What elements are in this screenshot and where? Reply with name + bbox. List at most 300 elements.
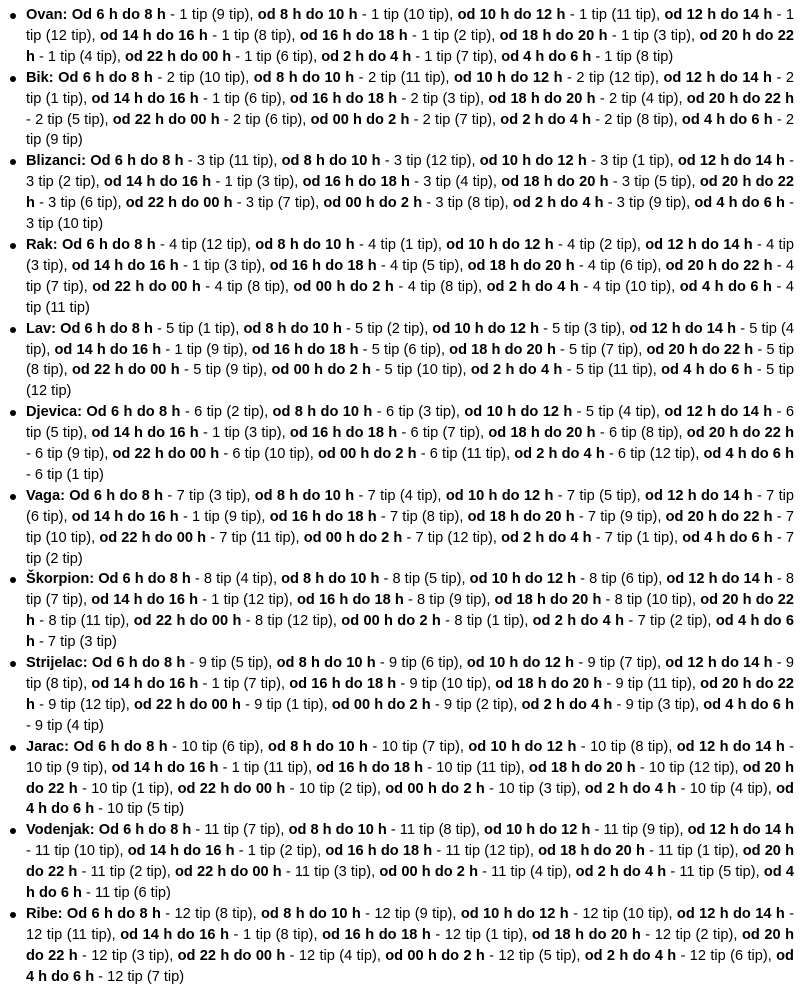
time-range: Od 6 h do 8 h: [61, 236, 156, 253]
tip-value: 1 tip (7 tip): [211, 676, 281, 692]
tip-value: 5 tip (8 tip): [26, 341, 795, 379]
time-range: od 8 h do 10 h: [268, 738, 368, 755]
time-range: od 20 h do 22 h: [646, 341, 754, 358]
time-range: od 18 h do 20 h: [488, 90, 596, 107]
tip-value: 12 tip (7 tip): [107, 968, 185, 985]
sign-item: Strijelac: Od 6 h do 8 h - 9 tip (5 tip), od 8 h do 10 h - 9 tip (6 tip), od 10 h do 12 h - 9 tip (7 tip), od 12 h do 14 h - 9 tip (8 tip), od 14 h do 16 h - 1 tip (7 tip), od 16 h do 18 h - 9 tip (10 tip), od 18 h do 20 h - 9 tip (11 tip), od 20 h do 22 h - 9 tip (12 tip), od 22 h do 00 h - 9 tip (1 tip), od 00 h do 2 h - 9 tip (2 tip), od 2 h do 4 h - 9 tip (3 tip), od 4 h do 6 h - 9 tip (4 tip): [26, 653, 794, 737]
time-range: od 8 h do 10 h: [281, 153, 381, 170]
time-range: od 4 h do 6 h: [694, 195, 785, 212]
time-range: od 00 h do 2 h: [310, 111, 410, 128]
tip-value: 7 tip (10 tip): [26, 508, 794, 546]
tip-value: 7 tip (4 tip): [367, 487, 438, 504]
time-range: od 00 h do 2 h: [385, 780, 485, 797]
tip-value: 7 tip (1 tip): [604, 529, 674, 546]
time-range: od 18 h do 20 h: [532, 926, 641, 943]
tip-value: 4 tip (10 tip): [592, 278, 672, 295]
tip-value: 8 tip (5 tip): [392, 571, 462, 588]
time-range: od 2 h do 4 h: [501, 529, 592, 546]
time-range: Od 6 h do 8 h: [71, 7, 166, 23]
tip-value: 6 tip (11 tip): [429, 446, 507, 463]
tip-value: 5 tip (11 tip): [575, 362, 653, 379]
sign-name: Blizanci:: [26, 153, 87, 170]
tip-value: 1 tip (8 tip): [242, 926, 314, 943]
tip-value: 4 tip (11 tip): [26, 278, 794, 316]
tip-value: 5 tip (4 tip): [26, 320, 794, 358]
time-range: od 12 h do 14 h: [664, 404, 773, 421]
time-range: od 10 h do 12 h: [466, 655, 575, 672]
sign-item: Djevica: Od 6 h do 8 h - 6 tip (2 tip), od 8 h do 10 h - 6 tip (3 tip), od 10 h do 12 h - 5 tip (4 tip), od 12 h do 14 h - 6 tip (5 tip), od 14 h do 16 h - 1 tip (3 tip), od 16 h do 18 h - 6 tip (7 tip), od 18 h do 20 h - 6 tip (8 tip), od 20 h do 22 h - 6 tip (9 tip), od 22 h do 00 h - 6 tip (10 tip), od 00 h do 2 h - 6 tip (11 tip), od 2 h do 4 h - 6 tip (12 tip), od 4 h do 6 h - 6 tip (1 tip): [26, 402, 794, 486]
time-range: od 16 h do 18 h: [302, 174, 410, 191]
time-range: od 12 h do 14 h: [666, 571, 773, 588]
tip-value: 8 tip (7 tip): [26, 571, 794, 609]
time-range: Od 6 h do 8 h: [98, 822, 192, 839]
time-range: od 12 h do 14 h: [663, 69, 772, 86]
tip-value: 12 tip (10 tip): [582, 905, 669, 922]
tip-value: 3 tip (4 tip): [423, 174, 493, 191]
time-range: od 8 h do 10 h: [253, 69, 355, 86]
tip-value: 10 tip (12 tip): [648, 759, 735, 776]
time-range: od 12 h do 14 h: [677, 153, 785, 170]
time-range: od 20 h do 22 h: [665, 257, 773, 274]
tip-value: 5 tip (10 tip): [384, 362, 463, 379]
time-range: od 14 h do 16 h: [103, 174, 212, 191]
tip-value: 1 tip (2 tip): [247, 843, 318, 860]
tip-value: 1 tip (10 tip): [371, 7, 450, 23]
tip-value: 3 tip (8 tip): [435, 195, 505, 212]
time-range: od 16 h do 18 h: [289, 676, 397, 692]
time-range: od 12 h do 14 h: [664, 7, 773, 23]
time-range: od 16 h do 18 h: [269, 257, 377, 274]
tip-value: 6 tip (7 tip): [410, 425, 481, 442]
tip-value: 11 tip (5 tip): [679, 864, 756, 881]
tip-value: 6 tip (2 tip): [194, 404, 265, 421]
sign-name: Djevica:: [26, 404, 82, 421]
time-range: od 20 h do 22 h: [686, 90, 795, 107]
time-range: od 10 h do 12 h: [432, 320, 539, 337]
tip-value: 1 tip (11 tip): [231, 759, 308, 776]
time-range: od 20 h do 22 h: [26, 592, 794, 630]
tip-value: 5 tip (3 tip): [552, 320, 622, 337]
tip-value: 3 tip (2 tip): [26, 174, 96, 191]
tip-value: 9 tip (1 tip): [254, 696, 324, 713]
tip-value: 7 tip (3 tip): [47, 634, 117, 651]
tip-value: 11 tip (3 tip): [294, 864, 372, 881]
time-range: od 22 h do 00 h: [133, 696, 241, 713]
tip-value: 1 tip (12 tip): [26, 7, 795, 44]
time-range: od 4 h do 6 h: [501, 48, 592, 65]
time-range: od 14 h do 16 h: [111, 759, 219, 776]
time-range: od 22 h do 00 h: [177, 947, 286, 964]
time-range: od 8 h do 10 h: [276, 655, 376, 672]
tip-value: 10 tip (9 tip): [26, 759, 104, 776]
time-range: od 00 h do 2 h: [271, 362, 371, 379]
time-range: od 18 h do 20 h: [467, 508, 575, 525]
sign-name: Strijelac:: [26, 655, 88, 672]
tip-value: 9 tip (7 tip): [587, 655, 657, 672]
tip-value: 4 tip (7 tip): [26, 257, 794, 295]
time-range: od 8 h do 10 h: [254, 487, 355, 504]
tip-value: 10 tip (5 tip): [107, 801, 185, 818]
tip-value: 12 tip (9 tip): [374, 905, 453, 922]
time-range: Od 6 h do 8 h: [58, 69, 153, 86]
tip-value: 11 tip (12 tip): [445, 843, 530, 860]
tip-value: 4 tip (1 tip): [368, 236, 438, 253]
tip-value: 5 tip (1 tip): [166, 320, 236, 337]
time-range: od 10 h do 12 h: [464, 404, 573, 421]
tip-value: 11 tip (10 tip): [35, 843, 120, 860]
time-range: od 4 h do 6 h: [661, 362, 753, 379]
time-range: od 18 h do 20 h: [495, 676, 603, 692]
tip-value: 5 tip (7 tip): [569, 341, 639, 358]
tip-value: 3 tip (9 tip): [616, 195, 687, 212]
tip-value: 5 tip (2 tip): [355, 320, 425, 337]
tip-value: 2 tip (12 tip): [576, 69, 655, 86]
time-range: od 8 h do 10 h: [257, 7, 358, 23]
sign-item: Rak: Od 6 h do 8 h - 4 tip (12 tip), od 8 h do 10 h - 4 tip (1 tip), od 10 h do 12 h - 4 tip (2 tip), od 12 h do 14 h - 4 tip (3 tip), od 14 h do 16 h - 1 tip (3 tip), od 16 h do 18 h - 4 tip (5 tip), od 18 h do 20 h - 4 tip (6 tip), od 20 h do 22 h - 4 tip (7 tip), od 22 h do 00 h - 4 tip (8 tip), od 00 h do 2 h - 4 tip (8 tip), od 2 h do 4 h - 4 tip (10 tip), od 4 h do 6 h - 4 tip (11 tip): [26, 235, 794, 319]
tip-value: 9 tip (3 tip): [625, 696, 695, 713]
time-range: od 16 h do 18 h: [251, 341, 359, 358]
sign-name: Rak:: [26, 236, 58, 253]
time-range: od 14 h do 16 h: [91, 90, 199, 107]
sign-item: Lav: Od 6 h do 8 h - 5 tip (1 tip), od 8 h do 10 h - 5 tip (2 tip), od 10 h do 12 h - 5 tip (3 tip), od 12 h do 14 h - 5 tip (4 tip), od 14 h do 16 h - 1 tip (9 tip), od 16 h do 18 h - 5 tip (6 tip), od 18 h do 20 h - 5 tip (7 tip), od 20 h do 22 h - 5 tip (8 tip), od 22 h do 00 h - 5 tip (9 tip), od 00 h do 2 h - 5 tip (10 tip), od 2 h do 4 h - 5 tip (11 tip), od 4 h do 6 h - 5 tip (12 tip): [26, 319, 794, 403]
tip-value: 12 tip (11 tip): [26, 926, 112, 943]
tip-value: 2 tip (10 tip): [166, 69, 246, 86]
time-range: od 14 h do 16 h: [54, 341, 162, 358]
time-range: od 10 h do 12 h: [469, 571, 577, 588]
tip-value: 1 tip (8 tip): [604, 48, 674, 65]
tip-value: 12 tip (3 tip): [91, 947, 170, 964]
tip-value: 12 tip (6 tip): [689, 947, 768, 964]
sign-item: Blizanci: Od 6 h do 8 h - 3 tip (11 tip), od 8 h do 10 h - 3 tip (12 tip), od 10 h do 12 h - 3 tip (1 tip), od 12 h do 14 h - 3 tip (2 tip), od 14 h do 16 h - 1 tip (3 tip), od 16 h do 18 h - 3 tip (4 tip), od 18 h do 20 h - 3 tip (5 tip), od 20 h do 22 h - 3 tip (6 tip), od 22 h do 00 h - 3 tip (7 tip), od 00 h do 2 h - 3 tip (8 tip), od 2 h do 4 h - 3 tip (9 tip), od 4 h do 6 h - 3 tip (10 tip): [26, 151, 794, 235]
tip-value: 7 tip (5 tip): [566, 487, 637, 504]
time-range: od 10 h do 12 h: [479, 153, 587, 170]
time-range: od 22 h do 00 h: [133, 613, 242, 630]
tip-value: 7 tip (6 tip): [26, 487, 794, 525]
sign-name: Lav:: [26, 320, 57, 337]
tip-value: 8 tip (9 tip): [417, 592, 487, 609]
tip-value: 4 tip (8 tip): [407, 278, 479, 295]
time-range: od 22 h do 00 h: [125, 195, 233, 212]
tip-value: 9 tip (8 tip): [26, 655, 794, 692]
tip-value: 8 tip (1 tip): [454, 613, 525, 630]
tip-value: 4 tip (8 tip): [214, 278, 285, 295]
time-range: od 2 h do 4 h: [512, 195, 604, 212]
tip-value: 1 tip (3 tip): [224, 174, 295, 191]
time-range: od 18 h do 20 h: [488, 425, 596, 442]
time-range: od 18 h do 20 h: [538, 843, 645, 860]
tip-value: 7 tip (3 tip): [176, 487, 247, 504]
time-range: od 4 h do 6 h: [26, 864, 794, 902]
time-range: od 12 h do 14 h: [676, 738, 785, 755]
sign-item: Vodenjak: Od 6 h do 8 h - 11 tip (7 tip), od 8 h do 10 h - 11 tip (8 tip), od 10 h do 12 h - 11 tip (9 tip), od 12 h do 14 h - 11 tip (10 tip), od 14 h do 16 h - 1 tip (2 tip), od 16 h do 18 h - 11 tip (12 tip), od 18 h do 20 h - 11 tip (1 tip), od 20 h do 22 h - 11 tip (2 tip), od 22 h do 00 h - 11 tip (3 tip), od 00 h do 2 h - 11 tip (4 tip), od 2 h do 4 h - 11 tip (5 tip), od 4 h do 6 h - 11 tip (6 tip): [26, 820, 794, 904]
tip-value: 1 tip (3 tip): [212, 425, 282, 442]
time-range: od 2 h do 4 h: [500, 111, 592, 128]
tip-value: 10 tip (2 tip): [298, 780, 377, 797]
tip-value: 2 tip (3 tip): [410, 90, 481, 107]
tip-value: 4 tip (3 tip): [26, 236, 794, 274]
time-range: od 14 h do 16 h: [71, 257, 179, 274]
time-range: od 16 h do 18 h: [269, 508, 377, 525]
time-range: od 22 h do 00 h: [112, 111, 220, 128]
tip-value: 12 tip (5 tip): [498, 947, 577, 964]
tip-value: 6 tip (12 tip): [617, 446, 696, 463]
tip-value: 1 tip (12 tip): [211, 592, 289, 609]
tip-value: 11 tip (1 tip): [658, 843, 735, 860]
time-range: od 4 h do 6 h: [681, 111, 773, 128]
time-range: od 8 h do 10 h: [272, 404, 373, 421]
time-range: od 20 h do 22 h: [26, 926, 795, 964]
time-range: od 12 h do 14 h: [645, 236, 753, 253]
tip-value: 5 tip (4 tip): [585, 404, 656, 421]
tip-value: 9 tip (10 tip): [409, 676, 487, 692]
tip-value: 10 tip (4 tip): [689, 780, 768, 797]
tip-value: 4 tip (6 tip): [587, 257, 658, 274]
sign-item: Vaga: Od 6 h do 8 h - 7 tip (3 tip), od 8 h do 10 h - 7 tip (4 tip), od 10 h do 12 h - 7 tip (5 tip), od 12 h do 14 h - 7 tip (6 tip), od 14 h do 16 h - 1 tip (9 tip), od 16 h do 18 h - 7 tip (8 tip), od 18 h do 20 h - 7 tip (9 tip), od 20 h do 22 h - 7 tip (10 tip), od 22 h do 00 h - 7 tip (11 tip), od 00 h do 2 h - 7 tip (12 tip), od 2 h do 4 h - 7 tip (1 tip), od 4 h do 6 h - 7 tip (2 tip): [26, 486, 794, 570]
tip-value: 11 tip (9 tip): [603, 822, 680, 839]
time-range: od 20 h do 22 h: [26, 843, 795, 881]
tip-value: 12 tip (2 tip): [654, 926, 734, 943]
sign-item: Bik: Od 6 h do 8 h - 2 tip (10 tip), od 8 h do 10 h - 2 tip (11 tip), od 10 h do 12 h - 2 tip (12 tip), od 12 h do 14 h - 2 tip (1 tip), od 14 h do 16 h - 1 tip (6 tip), od 16 h do 18 h - 2 tip (3 tip), od 18 h do 20 h - 2 tip (4 tip), od 20 h do 22 h - 2 tip (5 tip), od 22 h do 00 h - 2 tip (6 tip), od 00 h do 2 h - 2 tip (7 tip), od 2 h do 4 h - 2 tip (8 tip), od 4 h do 6 h - 2 tip (9 tip): [26, 68, 794, 152]
time-range: od 18 h do 20 h: [499, 27, 608, 44]
tip-value: 8 tip (11 tip): [48, 613, 126, 630]
time-range: od 16 h do 18 h: [296, 592, 404, 609]
time-range: od 00 h do 2 h: [379, 864, 478, 881]
time-range: od 00 h do 2 h: [341, 613, 441, 630]
tip-value: 2 tip (5 tip): [35, 111, 105, 128]
sign-name: Ovan:: [26, 7, 68, 23]
tip-value: 9 tip (12 tip): [48, 696, 126, 713]
time-range: od 16 h do 18 h: [289, 425, 398, 442]
time-range: od 00 h do 2 h: [331, 696, 431, 713]
tip-value: 1 tip (9 tip): [192, 508, 262, 525]
tip-value: 7 tip (9 tip): [587, 508, 658, 525]
tip-value: 12 tip (1 tip): [444, 926, 524, 943]
tip-value: 7 tip (12 tip): [415, 529, 493, 546]
tip-value: 1 tip (4 tip): [47, 48, 117, 65]
tip-value: 2 tip (9 tip): [26, 111, 795, 149]
tip-value: 11 tip (2 tip): [90, 864, 167, 881]
time-range: od 12 h do 14 h: [629, 320, 737, 337]
time-range: Od 6 h do 8 h: [90, 153, 184, 170]
time-range: od 14 h do 16 h: [71, 508, 179, 525]
sign-item: Škorpion: Od 6 h do 8 h - 8 tip (4 tip), od 8 h do 10 h - 8 tip (5 tip), od 10 h do 12 h - 8 tip (6 tip), od 12 h do 14 h - 8 tip (7 tip), od 14 h do 16 h - 1 tip (12 tip), od 16 h do 18 h - 8 tip (9 tip), od 18 h do 20 h - 8 tip (10 tip), od 20 h do 22 h - 8 tip (11 tip), od 22 h do 00 h - 8 tip (12 tip), od 00 h do 2 h - 8 tip (1 tip), od 2 h do 4 h - 7 tip (2 tip), od 4 h do 6 h - 7 tip (3 tip): [26, 569, 794, 653]
tip-value: 4 tip (2 tip): [567, 236, 637, 253]
time-range: Od 6 h do 8 h: [91, 655, 186, 672]
tip-value: 6 tip (10 tip): [232, 446, 310, 463]
tip-value: 6 tip (3 tip): [385, 404, 456, 421]
time-range: od 16 h do 18 h: [289, 90, 398, 107]
time-range: od 00 h do 2 h: [323, 195, 423, 212]
time-range: od 2 h do 4 h: [575, 864, 667, 881]
tip-value: 9 tip (11 tip): [615, 676, 692, 692]
tip-value: 11 tip (4 tip): [491, 864, 568, 881]
time-range: od 8 h do 10 h: [281, 571, 380, 588]
tip-value: 10 tip (3 tip): [498, 780, 577, 797]
time-range: od 2 h do 4 h: [521, 696, 613, 713]
tip-value: 8 tip (12 tip): [254, 613, 333, 630]
time-range: od 10 h do 12 h: [484, 822, 591, 839]
time-range: od 00 h do 2 h: [303, 529, 403, 546]
tip-value: 5 tip (6 tip): [371, 341, 441, 358]
tip-value: 2 tip (1 tip): [26, 69, 794, 107]
time-range: od 2 h do 4 h: [470, 362, 563, 379]
time-range: od 18 h do 20 h: [494, 592, 602, 609]
tip-value: 1 tip (6 tip): [212, 90, 282, 107]
time-range: od 4 h do 6 h: [26, 613, 794, 651]
time-range: od 8 h do 10 h: [261, 905, 361, 922]
tip-value: 6 tip (5 tip): [26, 404, 794, 442]
tip-value: 7 tip (2 tip): [26, 529, 795, 567]
time-range: od 00 h do 2 h: [293, 278, 394, 295]
tip-value: 3 tip (5 tip): [621, 174, 692, 191]
tip-value: 6 tip (1 tip): [34, 466, 104, 483]
tip-value: 8 tip (6 tip): [589, 571, 659, 588]
sign-item: Ovan: Od 6 h do 8 h - 1 tip (9 tip), od 8 h do 10 h - 1 tip (10 tip), od 10 h do 12 h - 1 tip (11 tip), od 12 h do 14 h - 1 tip (12 tip), od 14 h do 16 h - 1 tip (8 tip), od 16 h do 18 h - 1 tip (2 tip), od 18 h do 20 h - 1 tip (3 tip), od 20 h do 22 h - 1 tip (4 tip), od 22 h do 00 h - 1 tip (6 tip), od 2 h do 4 h - 1 tip (7 tip), od 4 h do 6 h - 1 tip (8 tip): [26, 5, 794, 68]
tip-value: 4 tip (5 tip): [389, 257, 460, 274]
time-range: od 10 h do 12 h: [460, 905, 569, 922]
tip-value: 1 tip (2 tip): [421, 27, 492, 44]
tip-value: 3 tip (1 tip): [600, 153, 670, 170]
time-range: od 10 h do 12 h: [468, 738, 577, 755]
tip-value: 2 tip (4 tip): [608, 90, 679, 107]
tip-value: 10 tip (6 tip): [181, 738, 260, 755]
tip-value: 6 tip (8 tip): [608, 425, 679, 442]
sign-item: Ribe: Od 6 h do 8 h - 12 tip (8 tip), od 8 h do 10 h - 12 tip (9 tip), od 10 h do 12 h - 12 tip (10 tip), od 12 h do 14 h - 12 tip (11 tip), od 14 h do 16 h - 1 tip (8 tip), od 16 h do 18 h - 12 tip (1 tip), od 18 h do 20 h - 12 tip (2 tip), od 20 h do 22 h - 12 tip (3 tip), od 22 h do 00 h - 12 tip (4 tip), od 00 h do 2 h - 12 tip (5 tip), od 2 h do 4 h - 12 tip (6 tip), od 4 h do 6 h - 12 tip (7 tip): [26, 904, 794, 988]
time-range: od 8 h do 10 h: [255, 236, 355, 253]
tip-value: 9 tip (2 tip): [443, 696, 514, 713]
tip-value: 8 tip (10 tip): [614, 592, 693, 609]
tip-value: 1 tip (11 tip): [579, 7, 657, 23]
sign-name: Ribe:: [26, 905, 63, 922]
tip-value: 1 tip (6 tip): [244, 48, 314, 65]
tip-value: 3 tip (11 tip): [196, 153, 274, 170]
sign-name: Jarac:: [26, 738, 70, 755]
time-range: od 8 h do 10 h: [288, 822, 387, 839]
tip-value: 7 tip (8 tip): [389, 508, 460, 525]
time-range: od 20 h do 22 h: [26, 174, 794, 212]
sign-item: Jarac: Od 6 h do 8 h - 10 tip (6 tip), od 8 h do 10 h - 10 tip (7 tip), od 10 h do 12 h - 10 tip (8 tip), od 12 h do 14 h - 10 tip (9 tip), od 14 h do 16 h - 1 tip (11 tip), od 16 h do 18 h - 10 tip (11 tip), od 18 h do 20 h - 10 tip (12 tip), od 20 h do 22 h - 10 tip (1 tip), od 22 h do 00 h - 10 tip (2 tip), od 00 h do 2 h - 10 tip (3 tip), od 2 h do 4 h - 10 tip (4 tip), od 4 h do 6 h - 10 tip (5 tip): [26, 737, 794, 821]
time-range: od 00 h do 2 h: [385, 947, 485, 964]
time-range: od 4 h do 6 h: [682, 529, 773, 546]
tip-value: 7 tip (11 tip): [219, 529, 296, 546]
tip-value: 10 tip (11 tip): [436, 759, 521, 776]
time-range: od 2 h do 4 h: [532, 613, 625, 630]
time-range: od 18 h do 20 h: [501, 174, 609, 191]
time-range: od 10 h do 12 h: [454, 69, 563, 86]
time-range: od 2 h do 4 h: [584, 780, 677, 797]
time-range: od 22 h do 00 h: [72, 362, 180, 379]
tip-value: 1 tip (7 tip): [424, 48, 494, 65]
tip-value: 1 tip (3 tip): [621, 27, 692, 44]
tip-value: 11 tip (7 tip): [204, 822, 281, 839]
tip-value: 2 tip (11 tip): [368, 69, 446, 86]
time-range: od 14 h do 16 h: [91, 425, 199, 442]
time-range: od 10 h do 12 h: [445, 487, 554, 504]
time-range: od 4 h do 6 h: [26, 947, 794, 985]
tip-value: 12 tip (4 tip): [298, 947, 377, 964]
time-range: od 4 h do 6 h: [703, 446, 794, 463]
time-range: od 20 h do 22 h: [26, 676, 794, 713]
time-range: od 8 h do 10 h: [243, 320, 342, 337]
tip-value: 11 tip (6 tip): [94, 885, 171, 902]
time-range: od 22 h do 00 h: [92, 278, 201, 295]
tip-value: 2 tip (7 tip): [422, 111, 493, 128]
tip-value: 10 tip (1 tip): [91, 780, 170, 797]
sign-name: Vodenjak:: [26, 822, 95, 839]
time-range: od 14 h do 16 h: [120, 926, 229, 943]
tip-value: 9 tip (4 tip): [34, 717, 104, 734]
time-range: od 16 h do 18 h: [299, 27, 408, 44]
time-range: od 4 h do 6 h: [703, 696, 794, 713]
tip-value: 3 tip (10 tip): [26, 216, 104, 233]
time-range: Od 6 h do 8 h: [60, 320, 153, 337]
time-range: od 14 h do 16 h: [91, 592, 199, 609]
tip-value: 12 tip (8 tip): [174, 905, 253, 922]
time-range: od 2 h do 4 h: [584, 947, 677, 964]
time-range: od 20 h do 22 h: [26, 27, 795, 65]
tip-value: 5 tip (9 tip): [193, 362, 264, 379]
time-range: Od 6 h do 8 h: [98, 571, 191, 588]
time-range: Od 6 h do 8 h: [66, 905, 161, 922]
time-range: od 10 h do 12 h: [446, 236, 554, 253]
time-range: od 2 h do 4 h: [486, 278, 579, 295]
time-range: od 12 h do 14 h: [687, 822, 794, 839]
time-range: od 2 h do 4 h: [321, 48, 412, 65]
time-range: Od 6 h do 8 h: [69, 487, 164, 504]
time-range: Od 6 h do 8 h: [73, 738, 168, 755]
time-range: od 22 h do 00 h: [177, 780, 286, 797]
tip-value: 11 tip (8 tip): [399, 822, 476, 839]
tip-value: 3 tip (6 tip): [48, 195, 118, 212]
sign-name: Škorpion:: [26, 571, 95, 588]
time-range: od 4 h do 6 h: [26, 780, 794, 818]
tip-value: 9 tip (5 tip): [198, 655, 269, 672]
time-range: od 18 h do 20 h: [467, 257, 575, 274]
tip-value: 1 tip (3 tip): [192, 257, 262, 274]
tip-value: 5 tip (12 tip): [26, 362, 794, 400]
time-range: od 14 h do 16 h: [99, 27, 208, 44]
time-range: od 4 h do 6 h: [679, 278, 772, 295]
tip-value: 7 tip (2 tip): [637, 613, 708, 630]
time-range: od 20 h do 22 h: [665, 508, 773, 525]
time-range: od 20 h do 22 h: [686, 425, 795, 442]
tip-value: 6 tip (9 tip): [35, 446, 105, 463]
tip-value: 1 tip (8 tip): [221, 27, 292, 44]
tip-value: 3 tip (7 tip): [245, 195, 316, 212]
time-range: od 14 h do 16 h: [91, 676, 199, 692]
time-range: od 16 h do 18 h: [322, 926, 431, 943]
time-range: od 12 h do 14 h: [665, 655, 773, 672]
time-range: od 2 h do 4 h: [514, 446, 605, 463]
tip-value: 3 tip (12 tip): [393, 153, 472, 170]
tip-value: 8 tip (4 tip): [203, 571, 273, 588]
time-range: od 12 h do 14 h: [676, 905, 785, 922]
tip-value: 1 tip (9 tip): [179, 7, 250, 23]
time-range: od 14 h do 16 h: [127, 843, 235, 860]
tip-value: 9 tip (6 tip): [389, 655, 459, 672]
time-range: od 22 h do 00 h: [174, 864, 282, 881]
time-range: od 22 h do 00 h: [124, 48, 232, 65]
time-range: od 16 h do 18 h: [316, 759, 424, 776]
time-range: od 12 h do 14 h: [645, 487, 753, 504]
time-range: od 22 h do 00 h: [99, 529, 207, 546]
time-range: od 20 h do 22 h: [26, 759, 795, 797]
tip-value: 1 tip (9 tip): [174, 341, 244, 358]
time-range: od 22 h do 00 h: [112, 446, 220, 463]
sign-name: Bik:: [26, 69, 54, 86]
time-range: od 16 h do 18 h: [325, 843, 433, 860]
time-range: od 00 h do 2 h: [317, 446, 417, 463]
